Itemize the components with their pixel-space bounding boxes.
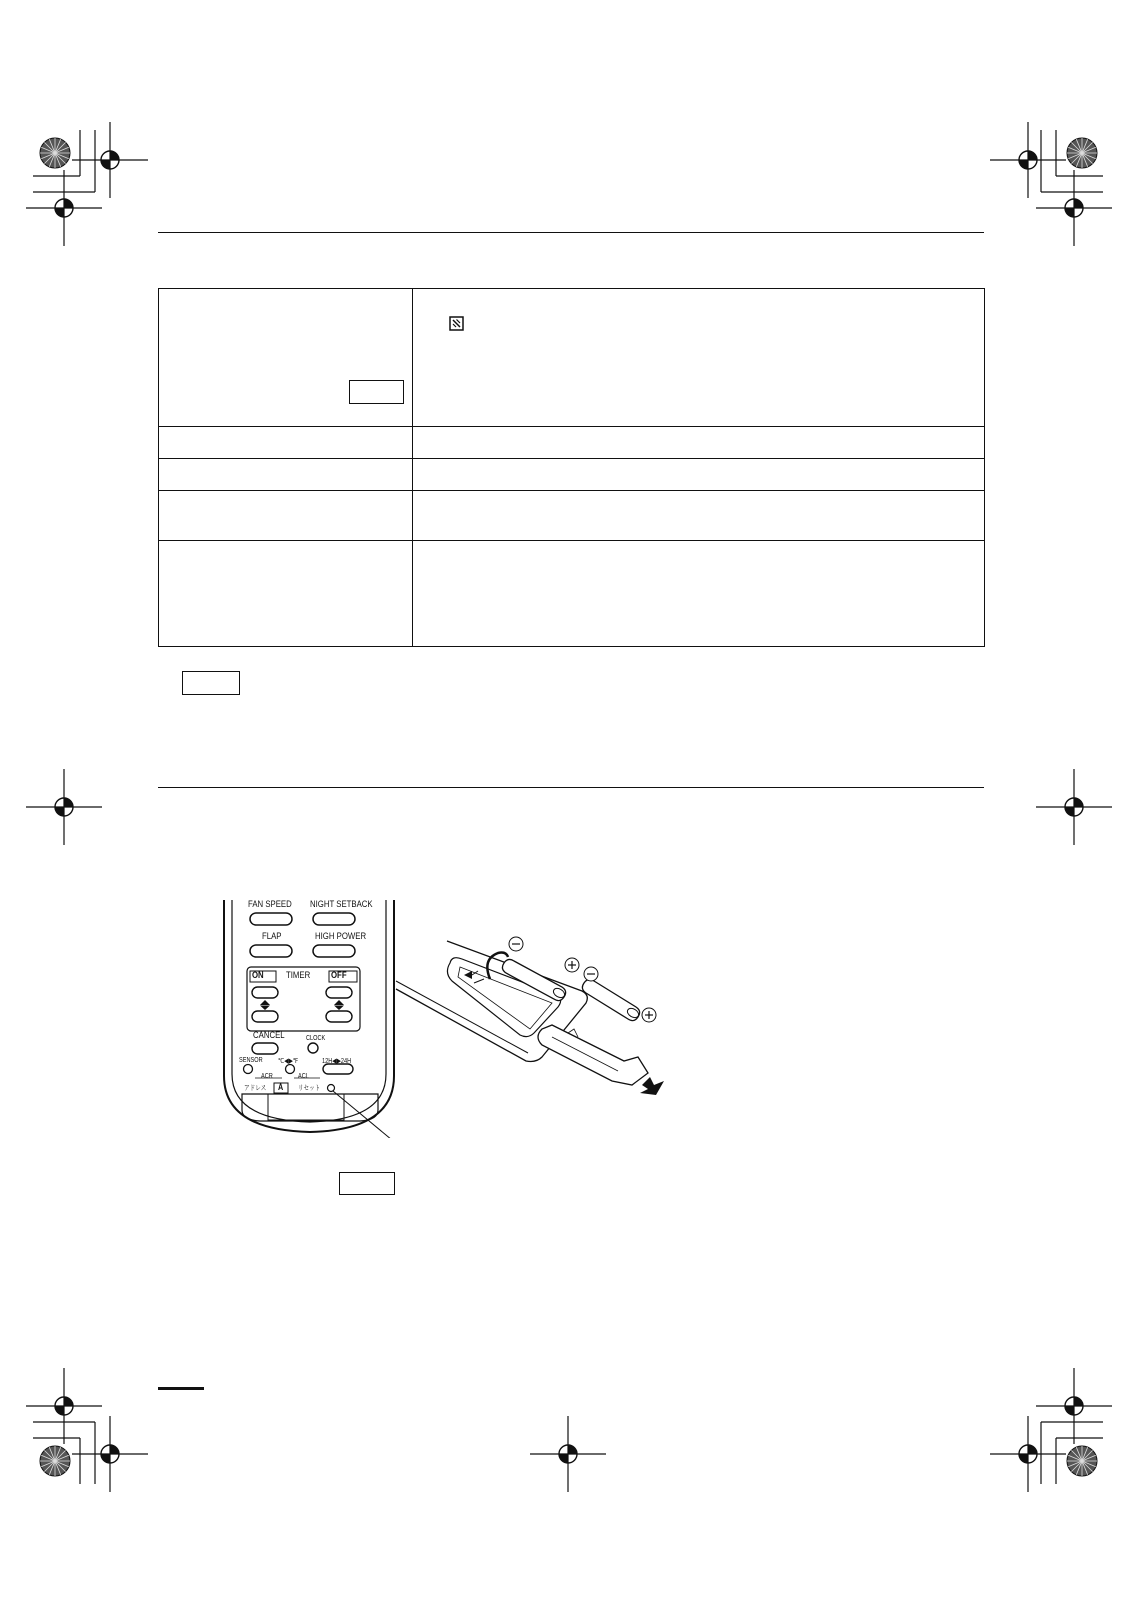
clock-label: CLOCK	[306, 1035, 326, 1042]
address-key-label: A	[278, 1082, 284, 1092]
timer-on-label: ON	[252, 970, 264, 981]
timer-label: TIMER	[286, 970, 311, 981]
spec-table	[158, 288, 985, 647]
table-row	[159, 491, 985, 541]
acr-label: ACR	[261, 1073, 273, 1080]
table-cell-label	[159, 289, 413, 427]
note-box	[182, 671, 240, 695]
table-cell-value	[413, 491, 985, 541]
high-power-label: HIGH POWER	[315, 931, 367, 942]
table-cell-value	[413, 459, 985, 491]
hour-mode-label: 12H◀▶24H	[322, 1058, 352, 1065]
page-number-bar	[158, 1387, 204, 1390]
table-cell-label	[159, 541, 413, 647]
top-section-rule	[158, 232, 984, 233]
battery-drawing	[392, 925, 692, 1115]
table-cell-value	[413, 541, 985, 647]
battery-insertion-illustration	[392, 925, 692, 1115]
temp-unit-label: ℃◀▶℉	[278, 1058, 299, 1065]
night-setback-label: NIGHT SETBACK	[310, 899, 373, 910]
table-row	[159, 427, 985, 459]
remote-body	[220, 898, 400, 1138]
address-label: アドレス	[244, 1085, 267, 1092]
setting-icon	[449, 316, 464, 331]
acl-label: ACL	[298, 1073, 309, 1080]
reset-label: リセット	[298, 1085, 321, 1092]
table-cell-label	[159, 459, 413, 491]
table-cell-value	[413, 427, 985, 459]
remote-control-illustration	[220, 898, 400, 1138]
table-cell-label	[159, 427, 413, 459]
table-cell-label	[159, 491, 413, 541]
middle-section-rule	[158, 787, 984, 788]
table-row	[159, 289, 985, 427]
sensor-label: SENSOR	[239, 1057, 263, 1064]
timer-off-label: OFF	[331, 970, 347, 981]
note-box	[349, 380, 404, 404]
table-row	[159, 541, 985, 647]
flap-label: FLAP	[262, 931, 282, 942]
fan-speed-label: FAN SPEED	[248, 899, 292, 910]
note-box	[339, 1172, 395, 1195]
cancel-label: CANCEL	[253, 1030, 285, 1041]
table-row	[159, 459, 985, 491]
table-cell-value	[413, 289, 985, 427]
